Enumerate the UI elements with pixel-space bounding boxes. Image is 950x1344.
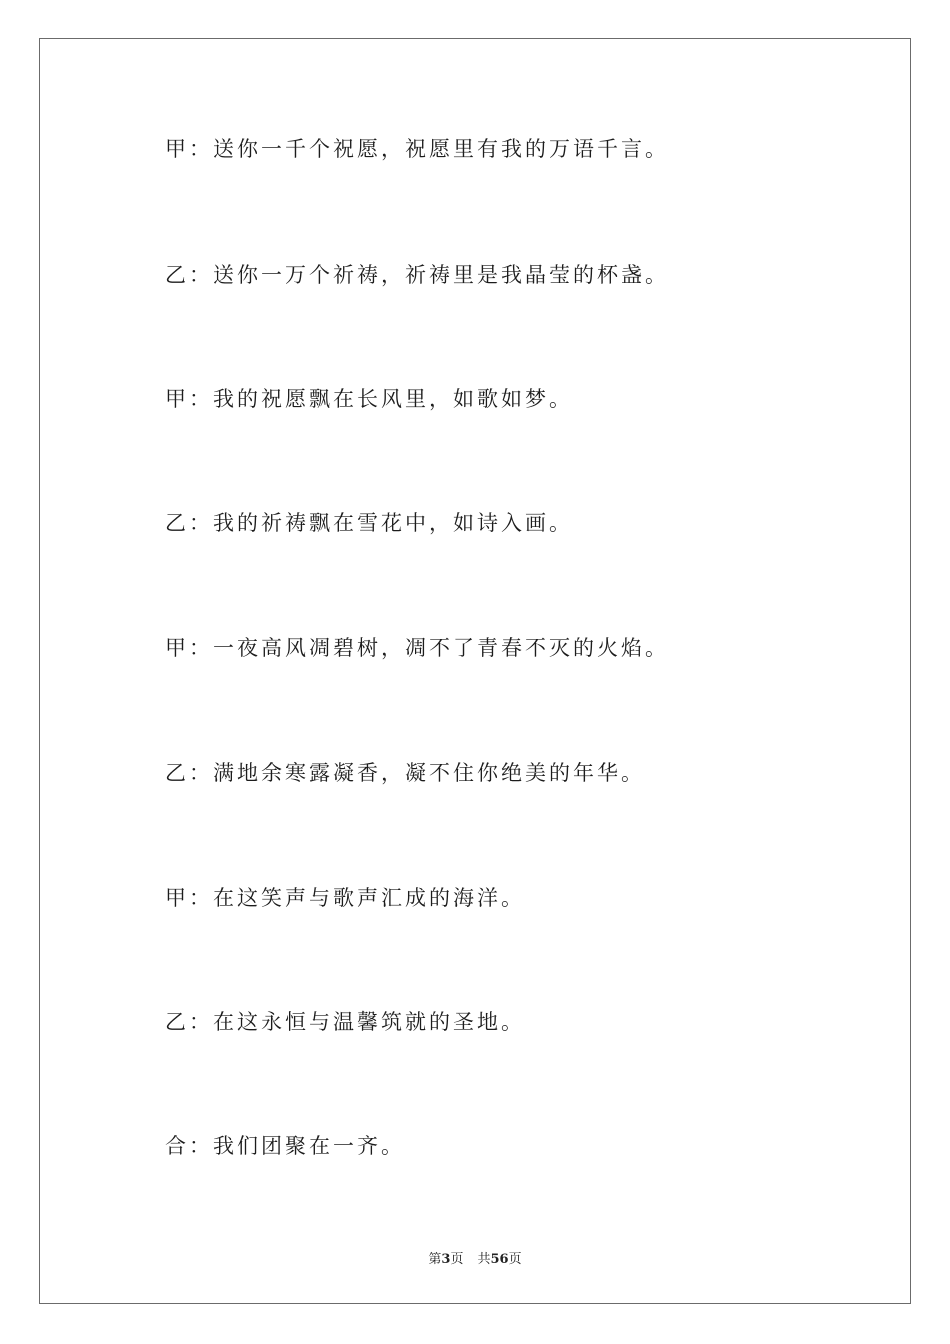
page-footer	[0, 1248, 950, 1267]
dialogue-line-8: 乙：在这永恒与温馨筑就的圣地。	[165, 1010, 525, 1034]
total-prefix: 共	[477, 1252, 491, 1267]
dialogue-line-3: 甲：我的祝愿飘在长风里，如歌如梦。	[165, 387, 573, 411]
page-number: 3	[441, 1252, 451, 1267]
total-pages: 56	[490, 1252, 509, 1267]
dialogue-line-6: 乙：满地余寒露凝香，凝不住你绝美的年华。	[165, 761, 645, 785]
page-prefix: 第	[428, 1252, 442, 1267]
dialogue-line-9: 合：我们团聚在一齐。	[165, 1134, 405, 1158]
page-border	[39, 38, 911, 1304]
dialogue-line-5: 甲：一夜高风凋碧树，凋不了青春不灭的火焰。	[165, 636, 669, 660]
dialogue-line-2: 乙：送你一万个祈祷，祈祷里是我晶莹的杯盏。	[165, 263, 669, 287]
total-suffix: 页	[508, 1252, 522, 1267]
dialogue-line-4: 乙：我的祈祷飘在雪花中，如诗入画。	[165, 511, 573, 535]
dialogue-line-1: 甲：送你一千个祝愿，祝愿里有我的万语千言。	[165, 137, 669, 161]
page-suffix: 页	[450, 1252, 464, 1267]
dialogue-line-7: 甲：在这笑声与歌声汇成的海洋。	[165, 886, 525, 910]
